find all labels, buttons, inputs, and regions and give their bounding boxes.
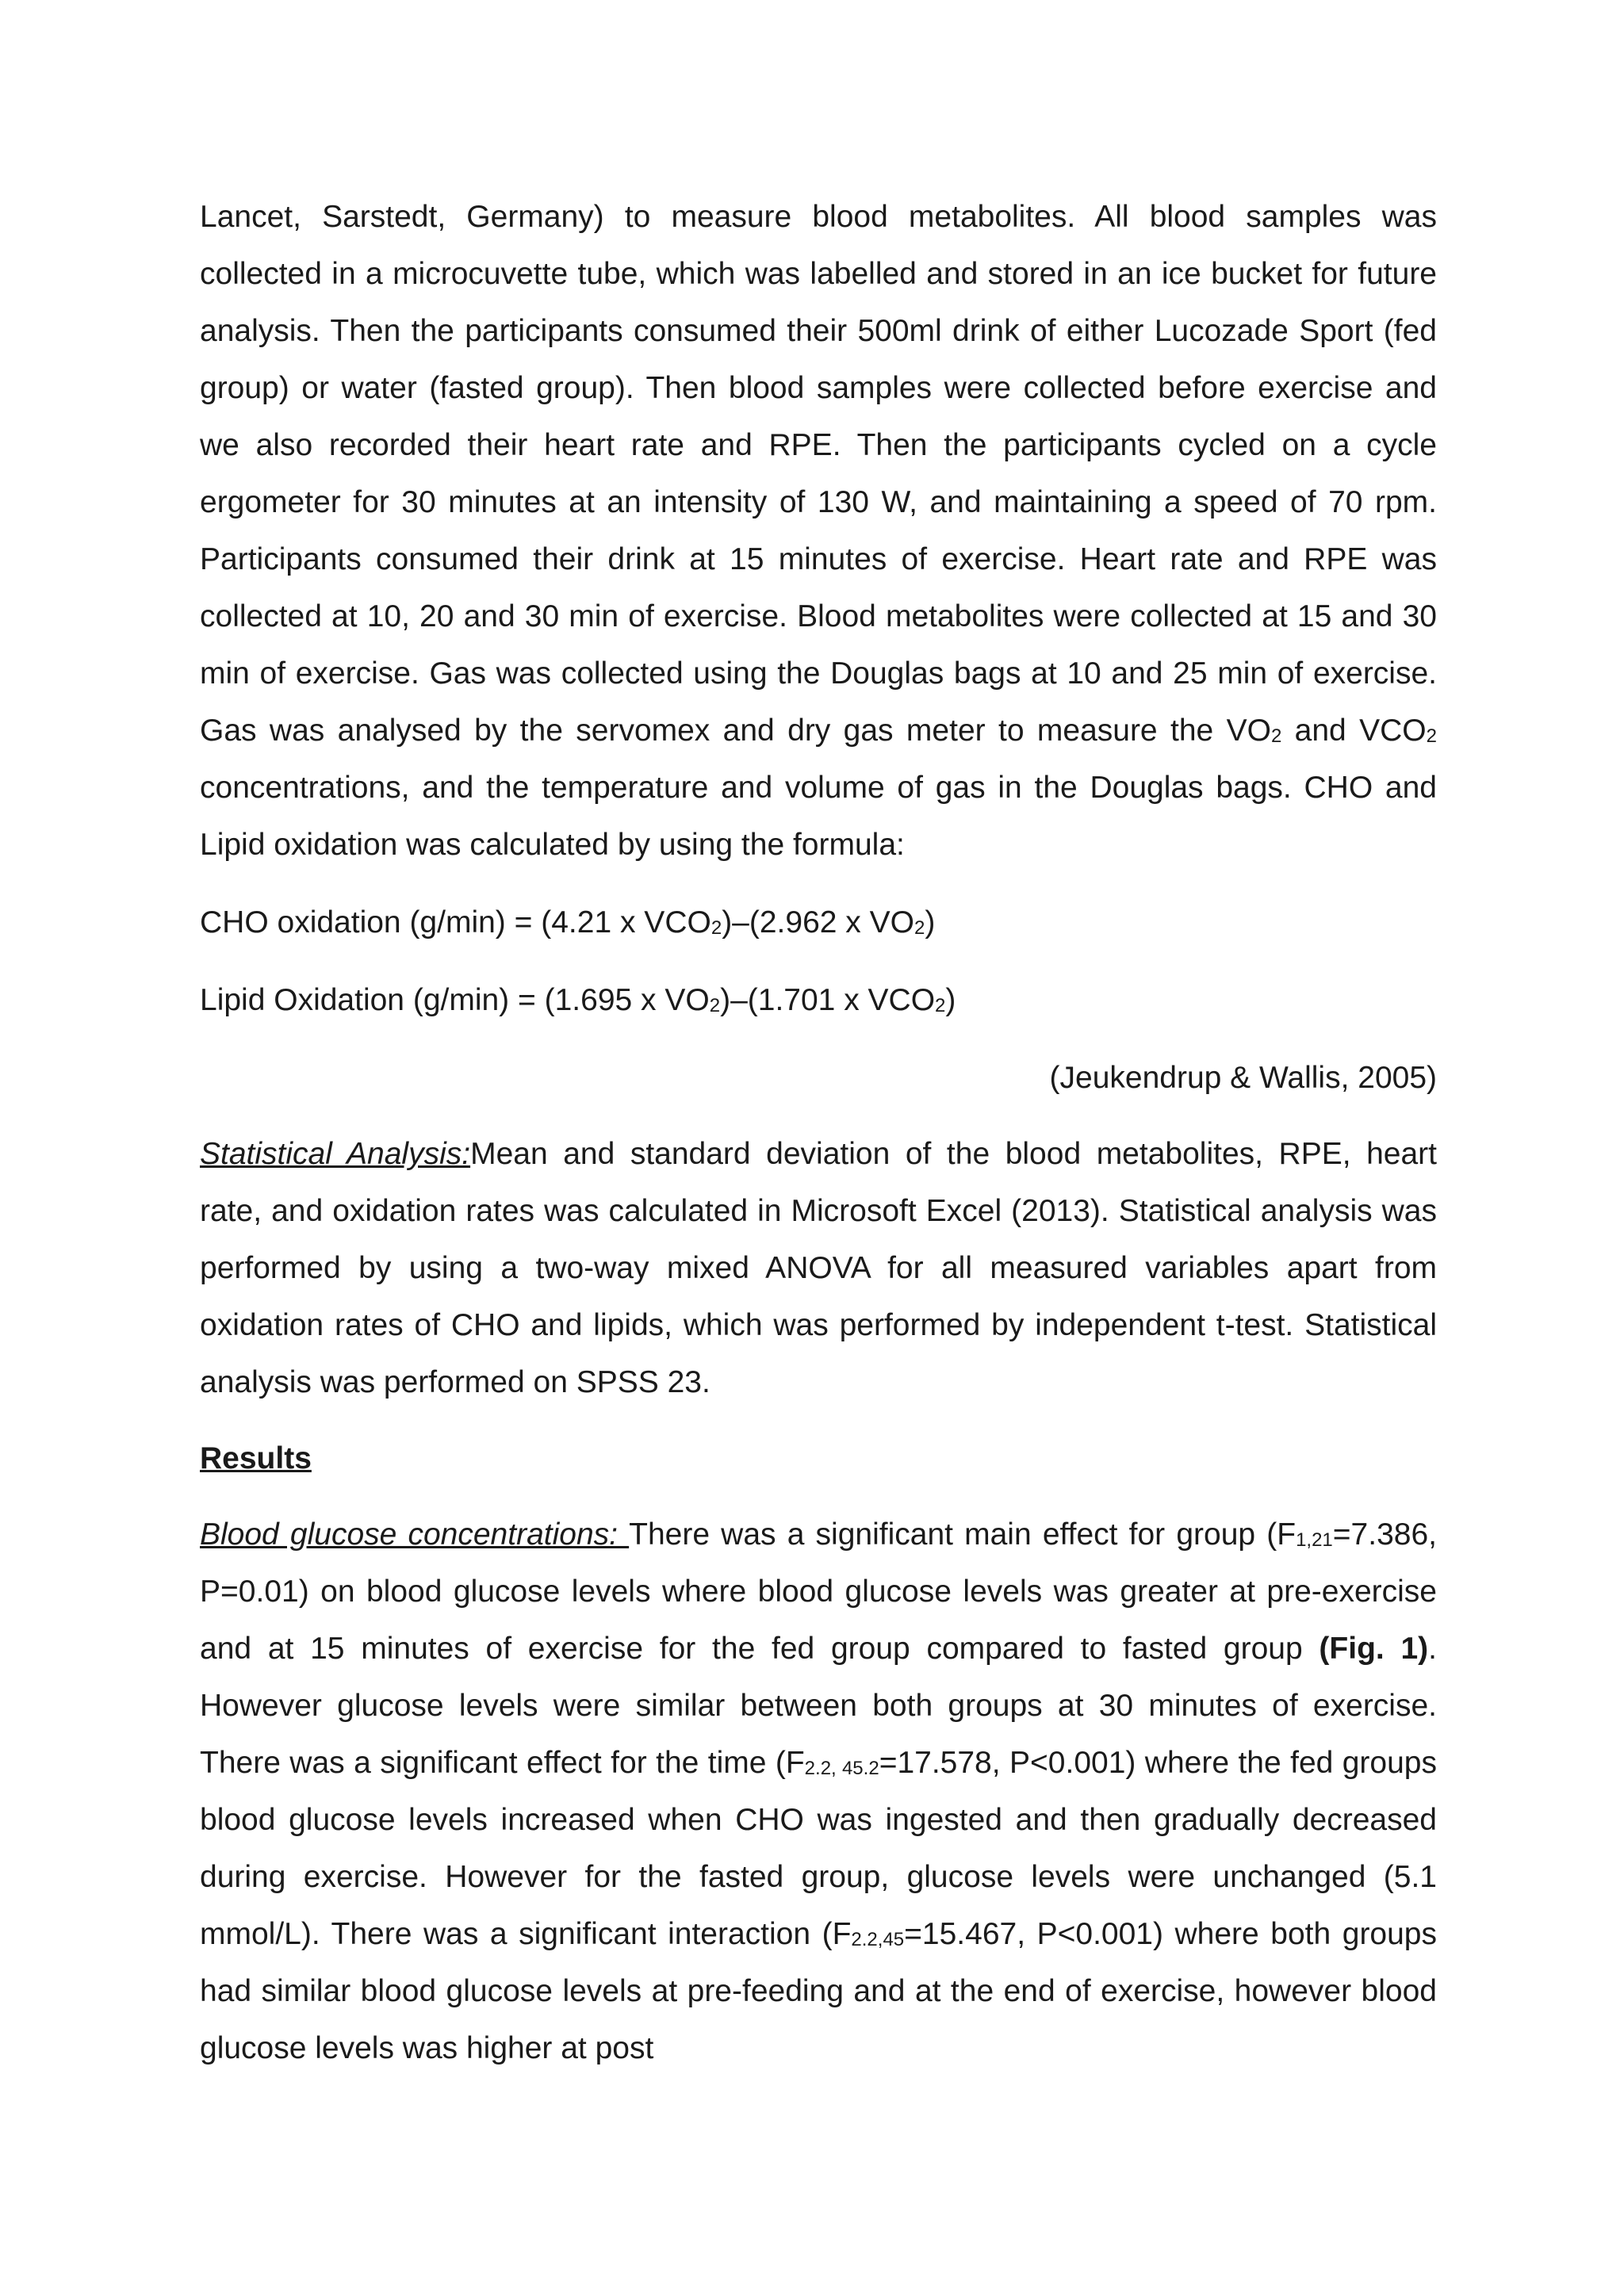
statistical-analysis-paragraph: [200, 1126, 1437, 1411]
lipid-oxidation-formula: [200, 972, 1437, 1029]
figure-reference: (Fig. 1): [1319, 1632, 1429, 1666]
citation: (Jeukendrup & Wallis, 2005): [1049, 1061, 1437, 1095]
subscript: 1,21: [1296, 1529, 1333, 1551]
subscript: 2: [914, 917, 925, 939]
formula-part: CHO oxidation (g/min) = (4.21 x VCO: [200, 905, 711, 939]
blood-glucose-heading: Blood glucose concentrations:: [200, 1517, 630, 1552]
subscript: 2: [1426, 725, 1437, 747]
statistical-analysis-text: Mean and standard deviation of the blood metabolites, RPE, heart rate, and oxidation rates was calculated in Microsoft Excel (2013). Statistical analysis was performed by using a two-way mixed ANOVA for all measured variables apart from oxidation rates of CHO and lipids, which was performed by independent t-test. Statistical analysis was performed on SPSS 23.: [200, 1137, 1438, 1399]
subscript: 2: [935, 995, 946, 1016]
methods-paragraph: [200, 189, 1437, 874]
document-page: [200, 189, 1437, 2077]
subscript: 2: [709, 995, 721, 1016]
results-heading: Results: [200, 1441, 312, 1475]
formula-part: )–(1.701 x VCO: [720, 983, 936, 1017]
subscript: 2.2, 45.2: [804, 1758, 879, 1779]
glucose-text: =17.578, P<0.001) where the fed groups blood glucose levels increased when CHO was ingested and then gradually decreased during exercise. However for the fasted group, glucose levels were unchanged (5.1 mmol/L). There was a significant interaction (F: [200, 1746, 1437, 1951]
subscript: 2.2,45: [851, 1929, 905, 1950]
methods-text: Lancet, Sarstedt, Germany) to measure blood metabolites. All blood samples was collected in a microcuvette tube, which was labelled and stored in an ice bucket for future analysis. Then the participants consumed their 500ml drink of either Lucozade Sport (fed group) or water (fasted group). Then blood samples were collected before exercise and we also recorded their heart rate and RPE. Then the participants cycled on a cycle ergometer for 30 minutes at an intensity of 130 W, and maintaining a speed of 70 rpm. Participants consumed their drink at 15 minutes of exercise. Heart rate and RPE was collected at 10, 20 and 30 min of exercise. Blood metabolites were collected at 15 and 30 min of exercise. Gas was collected using the Douglas bags at 10 and 25 min of exercise. Gas was analysed by the servomex and dry gas meter to measure the VO: [200, 200, 1437, 748]
formula-part: ): [925, 905, 936, 939]
methods-text-mid: and VCO: [1281, 714, 1427, 748]
cho-oxidation-formula: [200, 894, 1437, 951]
glucose-text: There was a significant main effect for group (F: [629, 1517, 1297, 1552]
subscript: 2: [710, 917, 722, 939]
subscript: 2: [1270, 725, 1282, 747]
formula-part: Lipid Oxidation (g/min) = (1.695 x VO: [200, 983, 710, 1017]
glucose-text: =15.467, P<0.001) where both groups had similar blood glucose levels at pre-feeding and at the end of exercise, however blood glucose levels was higher at post: [200, 1917, 1437, 2065]
methods-text-end: concentrations, and the temperature and volume of gas in the Douglas bags. CHO and Lipid oxidation was calculated by using the formula:: [200, 771, 1437, 862]
formula-part: ): [945, 983, 956, 1017]
glucose-text: =7.386, P=0.01) on blood glucose levels where blood glucose levels was greater at pre-exercise and at 15 minutes of exercise for the fed group compared to fasted group: [200, 1517, 1437, 1666]
statistical-analysis-heading: Statistical Analysis:: [200, 1137, 471, 1171]
glucose-text: . However glucose levels were similar between both groups at 30 minutes of exercise. There was a significant effect for the time (F: [200, 1632, 1437, 1780]
blood-glucose-paragraph: [200, 1506, 1437, 2077]
formula-part: )–(2.962 x VO: [722, 905, 914, 939]
